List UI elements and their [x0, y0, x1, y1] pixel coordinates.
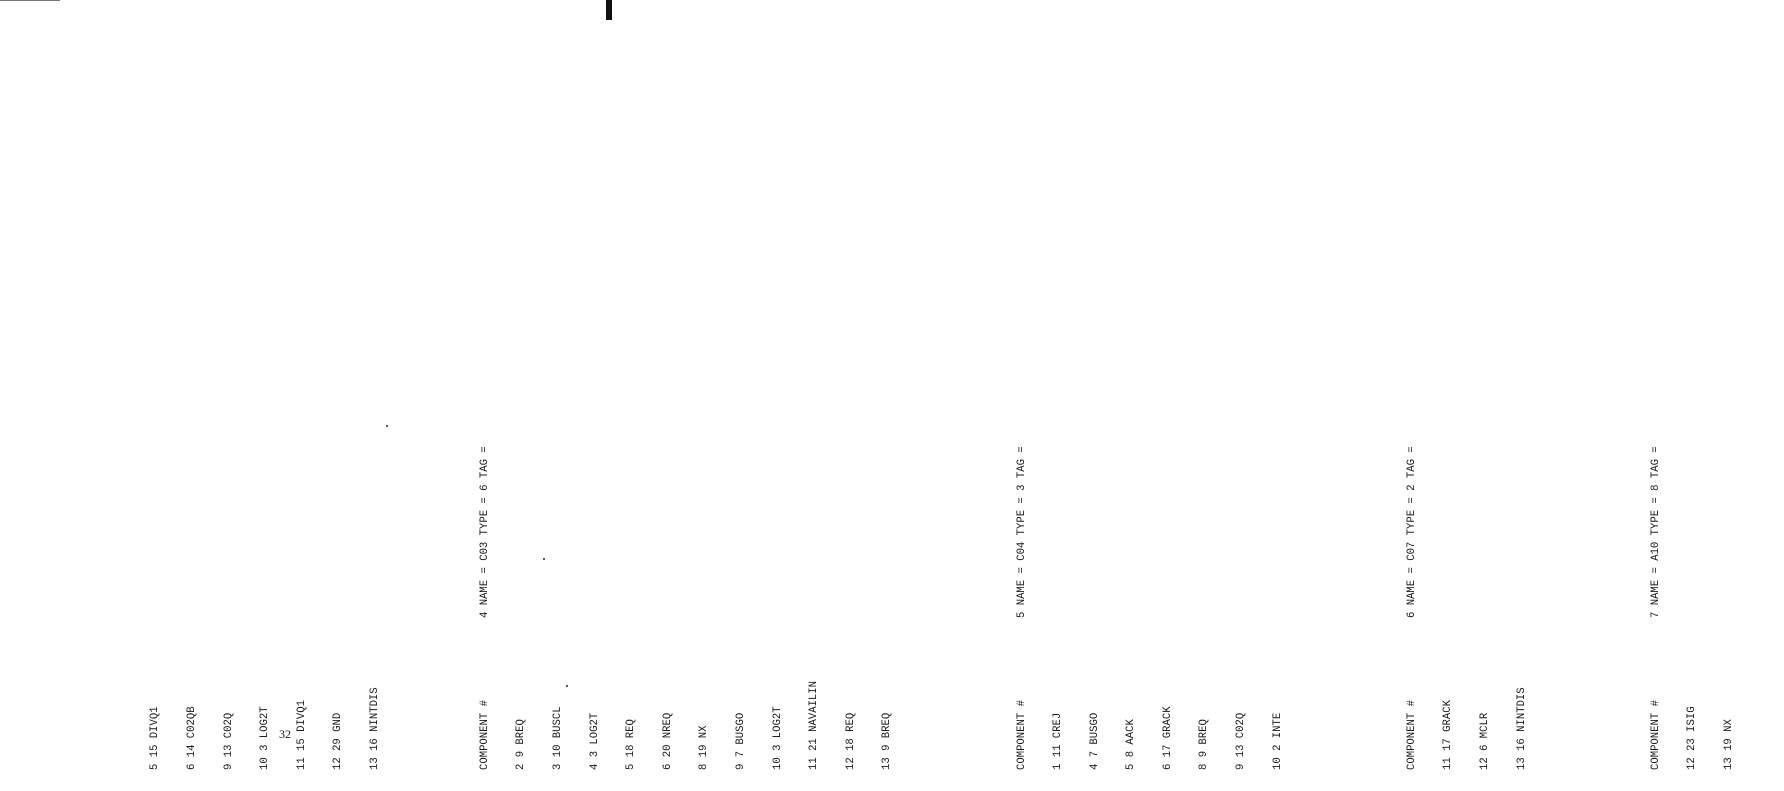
listing-line: 12 6 MCLR — [1479, 712, 1492, 770]
listing-line: 10 2 INTE — [1271, 712, 1284, 770]
listing-line: 5 18 REQ — [625, 719, 638, 770]
listing-line: 4 7 BUSGO — [1088, 712, 1101, 770]
listing-line: 6 20 NREQ — [661, 712, 674, 770]
listing-line: 9 13 C02Q — [222, 712, 235, 770]
listing-line: 10 3 LOG2T — [259, 706, 272, 770]
listing-line: 8 19 NX — [698, 725, 711, 770]
scan-edge-mark — [606, 0, 612, 20]
component-header-values: 4 NAME = C03 TYPE = 6 TAG = — [478, 446, 491, 618]
component-block — [1381, 390, 1552, 770]
component-header — [1406, 390, 1418, 770]
listing-line: 5 15 DIVQ1 — [149, 706, 162, 770]
listing-line: 6 14 C02QB — [186, 706, 198, 770]
listing-line: 11 21 NAVAILIN — [808, 680, 821, 770]
listing-line: 2 9 BREQ — [515, 719, 528, 770]
listing-line: 4 3 LOG2T — [588, 712, 601, 770]
component-header-values: 6 NAME = C07 TYPE = 2 TAG = — [1405, 446, 1418, 618]
listing-line: 13 9 BREQ — [881, 712, 894, 770]
component-header-label: COMPONENT # — [478, 700, 491, 770]
listing-line: 12 29 GND — [332, 712, 345, 770]
component-block — [454, 390, 918, 770]
listing-line: 12 23 ISIG — [1686, 706, 1699, 770]
component-header — [1016, 390, 1028, 770]
component-header-label: COMPONENT # — [1405, 700, 1418, 770]
listing-line: 3 10 BUSCL — [551, 706, 564, 770]
component-header-label: COMPONENT # — [1649, 700, 1662, 770]
listing-line: 6 17 GRACK — [1161, 706, 1174, 770]
listing-line: 10 3 LOG2T — [771, 706, 784, 770]
listing-line: 9 7 BUSGO — [734, 712, 747, 770]
component-header — [1650, 390, 1662, 770]
listing-line: 5 8 AACK — [1125, 719, 1138, 770]
component-listing — [125, 390, 1784, 770]
component-header-values: 5 NAME = C04 TYPE = 3 TAG = — [1015, 446, 1028, 618]
page-number: 32 — [279, 727, 291, 741]
listing-line: 1 11 CREJ — [1052, 712, 1065, 770]
component-header-label: COMPONENT # — [1015, 700, 1028, 770]
scan-edge-line — [0, 0, 60, 1]
listing-line: 11 17 GRACK — [1442, 700, 1455, 770]
listing-line: 11 15 DIVQ1 — [295, 700, 308, 770]
listing-line: 8 9 BREQ — [1198, 719, 1211, 770]
listing-line: 13 16 NINTDIS — [1515, 687, 1528, 770]
component-header-values: 7 NAME = A10 TYPE = 8 TAG = — [1649, 446, 1662, 618]
component-block — [991, 390, 1308, 770]
component-header — [479, 390, 491, 770]
listing-line: 13 19 NX — [1723, 719, 1736, 770]
component-block — [1625, 390, 1759, 770]
listing-line: 9 13 C02Q — [1235, 712, 1248, 770]
listing-line: 12 18 REQ — [844, 712, 857, 770]
listing-line: 13 16 NINTDIS — [368, 687, 381, 770]
